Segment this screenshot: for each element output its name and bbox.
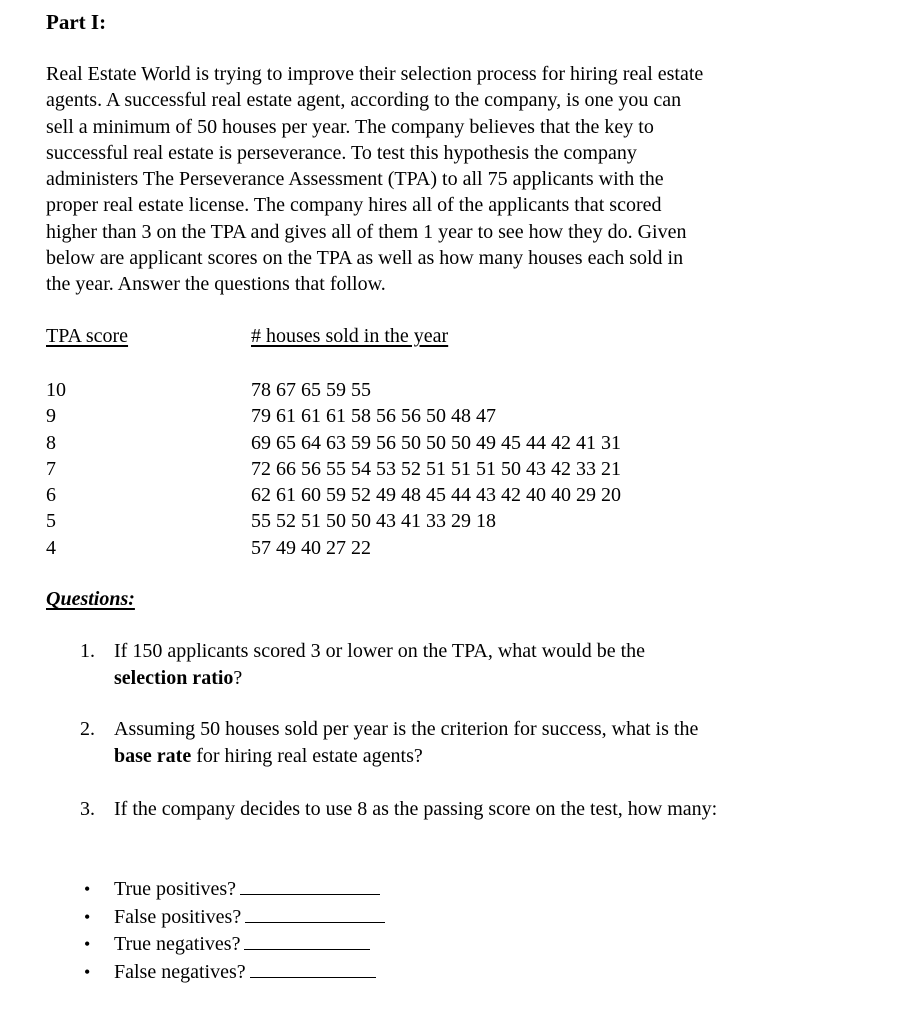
tpa-score-cell: 6 [46, 484, 56, 507]
question-number: 2. [80, 718, 95, 740]
houses-sold-cell: 79 61 61 61 58 56 56 50 48 47 [251, 405, 496, 428]
bullet-label: False negatives? [114, 961, 246, 984]
answer-blank[interactable] [250, 959, 376, 978]
tpa-score-cell: 4 [46, 536, 56, 559]
houses-sold-header: # houses sold in the year [251, 325, 449, 347]
houses-sold-cell: 57 49 40 27 22 [251, 536, 371, 559]
question-text [114, 716, 804, 770]
intro-line: agents. A successful real estate agent, according to the company, is one you can [46, 89, 682, 112]
tpa-score-header: TPA score [46, 325, 129, 347]
answer-blank[interactable] [245, 904, 385, 923]
intro-line: sell a minimum of 50 houses per year. The company believes that the key to [46, 115, 654, 138]
tpa-score-cell: 5 [46, 510, 56, 533]
question-text-pre: Assuming 50 houses sold per year is the criterion for success, what is the [114, 718, 699, 740]
intro-line: proper real estate license. The company hires all of the applicants that scored [46, 194, 662, 217]
intro-line: higher than 3 on the TPA and gives all of them 1 year to see how they do. Given [46, 220, 687, 243]
question-term-bold: selection ratio [114, 667, 234, 689]
houses-sold-cell: 78 67 65 59 55 [251, 379, 371, 401]
bullet-label: True positives? [114, 878, 237, 900]
question-text-pre: If 150 applicants scored 3 or lower on the TPA, what would be the [114, 640, 646, 662]
houses-sold-cell: 62 61 60 59 52 49 48 45 44 43 42 40 40 29 20 [251, 484, 621, 507]
answer-blank[interactable] [244, 931, 370, 950]
houses-sold-cell: 69 65 64 63 59 56 50 50 50 49 45 44 42 41 31 [251, 431, 621, 454]
intro-line: administers The Perseverance Assessment (TPA) to all 75 applicants with the [46, 168, 664, 191]
question-text-post: for hiring real estate agents? [191, 745, 423, 767]
houses-sold-cell: 55 52 51 50 50 43 41 33 29 18 [251, 510, 496, 533]
tpa-score-cell: 7 [46, 457, 56, 480]
bullet-label: True negatives? [114, 933, 241, 956]
question-number: 3. [80, 798, 95, 820]
intro-line: Real Estate World is trying to improve their selection process for hiring real estate [46, 63, 704, 85]
part-title: Part I: [46, 10, 107, 34]
question-number: 1. [80, 640, 95, 662]
intro-line: below are applicant scores on the TPA as well as how many houses each sold in [46, 247, 684, 270]
question-text [114, 638, 804, 692]
tpa-score-cell: 8 [46, 431, 56, 454]
houses-sold-cell: 72 66 56 55 54 53 52 51 51 51 50 43 42 33 21 [251, 457, 621, 480]
bullet-icon: • [84, 906, 91, 927]
bullet-icon: • [84, 879, 91, 899]
intro-line: successful real estate is perseverance. To test this hypothesis the company [46, 141, 637, 164]
question-text: If the company decides to use 8 as the passing score on the test, how many: [114, 798, 718, 820]
bullet-label: False positives? [114, 905, 242, 928]
question-term-bold: base rate [114, 745, 192, 767]
intro-line: the year. Answer the questions that follow. [46, 273, 386, 296]
intro-paragraph [46, 61, 836, 298]
questions-heading: Questions: [46, 588, 135, 610]
tpa-score-cell: 9 [46, 405, 56, 428]
bullet-icon: • [84, 934, 91, 955]
question-text-post: ? [233, 667, 243, 689]
answer-blank[interactable] [240, 876, 380, 895]
tpa-score-cell: 10 [46, 379, 66, 401]
bullet-icon: • [84, 962, 91, 983]
